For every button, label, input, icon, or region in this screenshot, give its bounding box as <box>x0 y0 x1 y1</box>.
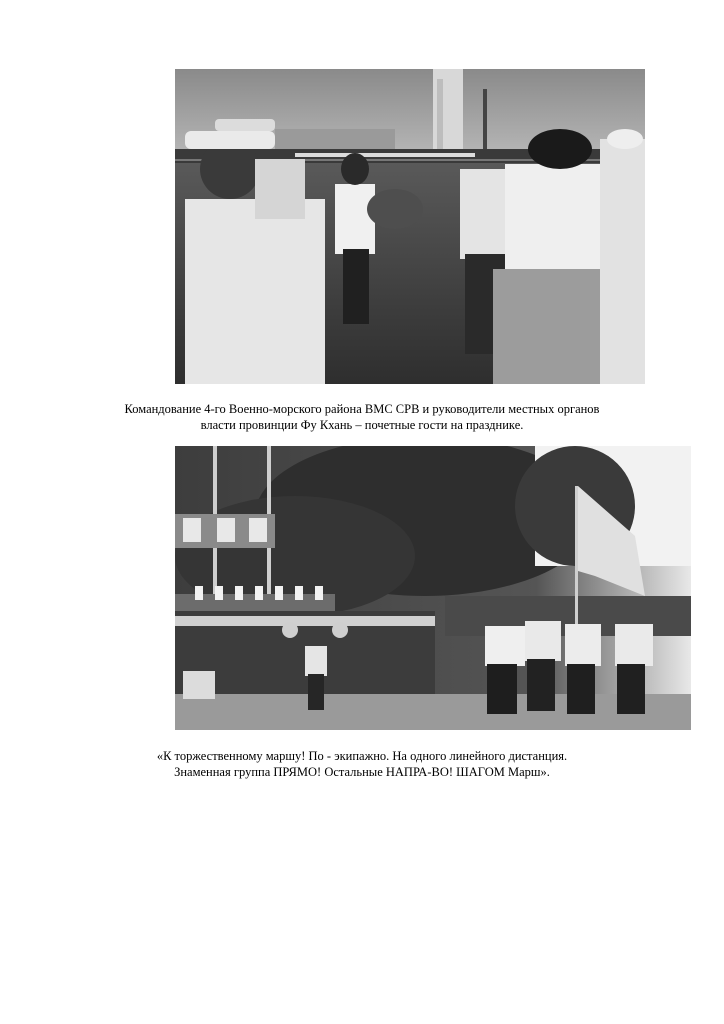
officials-photo <box>175 69 645 384</box>
march-photo <box>175 446 691 730</box>
caption-line: «К торжественному маршу! По - экипажно. На одного линейного дистанция. <box>156 749 568 763</box>
march-photo-caption <box>100 748 624 780</box>
caption-line: Командование 4-го Военно-морского района ВМС СРВ и руководители местных органов <box>124 402 600 416</box>
officials-photo-image <box>175 69 645 384</box>
caption-line: власти провинции Фу Кхань – почетные гости на празднике. <box>200 418 524 432</box>
caption-line: Знаменная группа ПРЯМО! Остальные НАПРА-ВО! ШАГОМ Марш». <box>174 765 550 779</box>
march-photo-image <box>175 446 691 730</box>
officials-photo-caption <box>100 401 624 433</box>
